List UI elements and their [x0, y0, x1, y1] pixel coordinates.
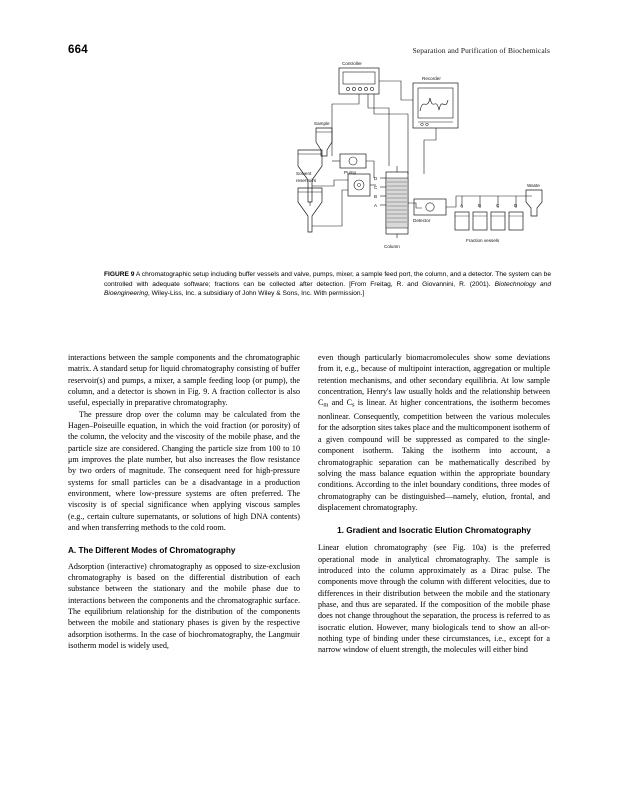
paragraph: [318, 352, 550, 513]
section-heading-a: A. The Different Modes of Chromatography: [68, 545, 236, 555]
figure-diagram: [296, 56, 558, 256]
paragraph: The pressure drop over the column may be calculated from the Hagen–Poiseuille equation, in which the void fraction (or porosity) of the column, the velocity and the viscosity of the mobile phase, and the particle size are considered. Changing the particle size from 100 to 10 μm improves the plate number, but also increases the flow resistance by two orders of magnitude. The consequent need for high-pressure systems for small particles can be a disadvantage in a production environment, where low-pressure systems are often preferred. The viscosity is of special significance when applying viscous samples (e.g., certain culture supernatants, or solutions of high DNA contents) and when transferring methods to the cold room.: [68, 409, 300, 533]
label-valve-a: A: [374, 203, 378, 208]
label-valve-c: C: [374, 185, 378, 190]
label-waste: Waste: [527, 183, 540, 188]
label-column: Column: [384, 244, 400, 249]
label-fraction-vessels: Fraction vessels: [466, 238, 500, 243]
body-column-right: [318, 352, 550, 656]
running-head: [68, 44, 550, 56]
paragraph: interactions between the sample components and the chromatographic matrix. A standard setup for liquid chromatography consisting of buffer reservoir(s) and pumps, a mixer, a sample feeding loop (or pump), the column, and a detector is shown in Fig. 9. A fraction collector is also useful, especially in preparative chromatography.: [68, 353, 300, 408]
body-column-left: [68, 352, 300, 651]
section-heading-1: 1. Gradient and Isocratic Elution Chromatography: [337, 526, 531, 536]
label-controller: Controller: [342, 61, 362, 66]
paragraph-part-2: and C: [328, 398, 352, 408]
label-frac-d: D: [514, 203, 518, 208]
label-pump: Pump: [344, 170, 357, 175]
label-solvent-reservoirs: Solvent: [296, 171, 312, 176]
figure-caption-tail: , Wiley-Liss, Inc. a subsidiary of John Wiley & Sons, Inc. With permission.]: [148, 290, 365, 298]
running-head-title: Separation and Purification of Biochemicals: [412, 46, 550, 55]
label-solvent-reservoirs-2: reservoirs: [296, 178, 317, 183]
label-frac-a: A: [460, 203, 464, 208]
subscript-m: m: [323, 401, 329, 409]
figure-caption-text: A chromatographic setup including buffer vessels and valve, pumps, mixer, a sample feed port, the column, and a detector. The system can be controlled with adequate software; fractions can be collected after detection. [From Freitag, R. and Giovannini, R. (2001).: [104, 271, 552, 288]
label-valve-d: D: [374, 176, 378, 181]
paragraph: Linear elution chromatography (see Fig. 10a) is the preferred operational mode in analytical chromatography. The sample is introduced into the column approximately as a Dirac pulse. The components move through the column with different velocities, due to differences in their distribution between the mobile and the stationary phase, and thus are separated. If the composition of the mobile phase does not change throughout the separation, the process is referred to as isocratic elution. However, many biologicals tend to show an all-or-nothing type of binding under these circumstances, i.e., except for a narrow window of eluent strength, the molecules will either bind: [318, 543, 550, 655]
figure-caption-journal: Biotechnology and Bioengineering: [104, 280, 551, 298]
paragraph-part-1: even though particularly biomacromolecules show some deviations from it, e.g., because of multipoint interaction, aggregation or multiple retention mechanisms, and other secondary equilibria. At low sample concentration, Henry's law usually holds and the relationship between C: [318, 353, 550, 408]
label-sample: Sample: [314, 121, 330, 126]
paragraph: Adsorption (interactive) chromatography as opposed to size-exclusion chromatography is based on the differential distribution of each substance between the stationary and the mobile phase due to interactions between the components and the chromatographic surface. The equilibrium relationship for the distribution of the components between the mobile and stationary phases is given by the respective adsorption isotherms. In the case of biochromatography, the Langmuir isotherm model is widely used,: [68, 561, 300, 650]
figure-number: FIGURE 9: [104, 271, 135, 278]
page-number: 664: [68, 44, 88, 56]
label-detector: Detector: [413, 218, 431, 223]
subscript-s: s: [351, 401, 355, 409]
label-frac-b: B: [478, 203, 482, 208]
label-recorder: Recorder: [422, 76, 441, 81]
label-valve-b: B: [374, 194, 378, 199]
figure-caption: [104, 270, 551, 299]
label-frac-c: C: [496, 203, 500, 208]
paragraph-part-3: is linear. At higher concentrations, the isotherm becomes nonlinear. Consequently, competition between the various molecules for the adsorption sites takes place and the multicomponent isotherm of a given compound will be suppressed as compared to the single-component isotherm. Taking the isotherm into account, a chromatographic separation can be mathematically described by solving the mass balance equation within the appropriate boundary conditions. According to the inlet boundary conditions, three modes of chromatography can be distinguished—namely, elution, frontal, and displacement chromatography.: [318, 398, 550, 512]
